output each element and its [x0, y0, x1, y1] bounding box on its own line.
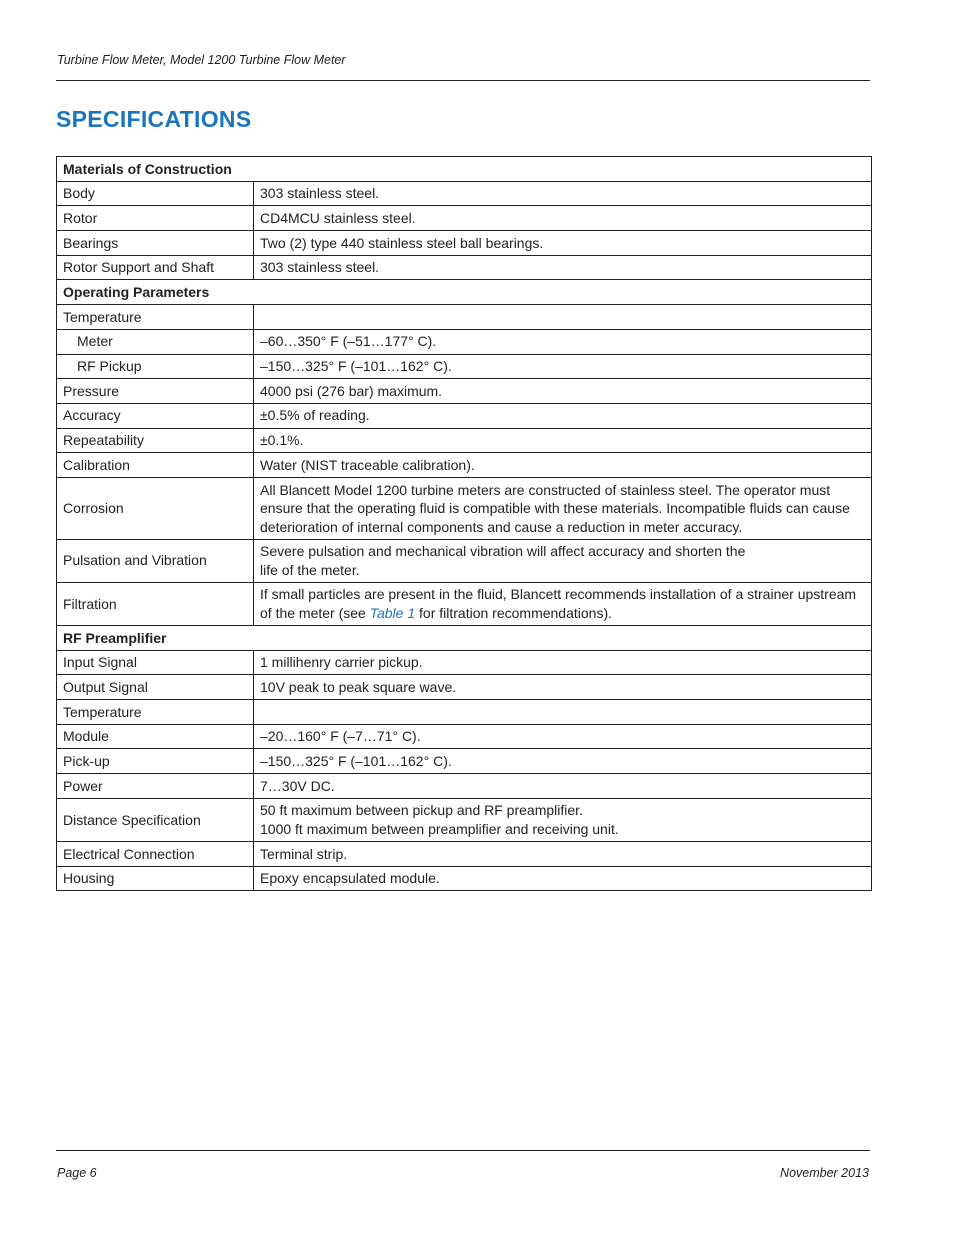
header-divider [56, 80, 870, 81]
section-materials-of-construction [57, 157, 872, 182]
spec-row-meter [57, 329, 872, 354]
spec-value-empty [254, 700, 872, 725]
spec-label: RF Pickup [57, 354, 254, 379]
spec-label: Pick-up [57, 749, 254, 774]
spec-label: Power [57, 774, 254, 799]
spec-label: Meter [57, 329, 254, 354]
spec-value: –150…325° F (–101…162° C). [254, 354, 872, 379]
spec-label: Pressure [57, 379, 254, 404]
spec-row-repeatability [57, 428, 872, 453]
filtration-text-after: for filtration recommendations). [415, 604, 612, 621]
spec-value: Two (2) type 440 stainless steel ball bearings. [254, 231, 872, 256]
spec-label: Bearings [57, 231, 254, 256]
spec-label: Calibration [57, 453, 254, 478]
spec-value: CD4MCU stainless steel. [254, 206, 872, 231]
spec-row-distance-specification [57, 798, 872, 841]
spec-label: Distance Specification [57, 798, 254, 841]
spec-value: 10V peak to peak square wave. [254, 675, 872, 700]
spec-row-accuracy [57, 403, 872, 428]
spec-row-housing [57, 866, 872, 891]
spec-label: Module [57, 724, 254, 749]
spec-value: 1 millihenry carrier pickup. [254, 650, 872, 675]
spec-value: 303 stainless steel. [254, 181, 872, 206]
spec-label: Rotor [57, 206, 254, 231]
spec-value-line: life of the meter. [260, 561, 360, 578]
spec-label: Housing [57, 866, 254, 891]
spec-value: ±0.1%. [254, 428, 872, 453]
section-title: Operating Parameters [57, 280, 872, 305]
spec-row-rotor [57, 206, 872, 231]
spec-row-body [57, 181, 872, 206]
spec-label: Electrical Connection [57, 842, 254, 867]
spec-label: Rotor Support and Shaft [57, 255, 254, 280]
spec-row-output-signal [57, 675, 872, 700]
spec-value: 4000 psi (276 bar) maximum. [254, 379, 872, 404]
spec-label: Accuracy [57, 403, 254, 428]
spec-label: Temperature [57, 305, 254, 330]
spec-value [254, 582, 872, 625]
spec-value: 303 stainless steel. [254, 255, 872, 280]
section-operating-parameters [57, 280, 872, 305]
spec-value: –150…325° F (–101…162° C). [254, 749, 872, 774]
spec-value: ±0.5% of reading. [254, 403, 872, 428]
spec-value: –20…160° F (–7…71° C). [254, 724, 872, 749]
spec-row-calibration [57, 453, 872, 478]
specifications-table [56, 156, 872, 891]
spec-row-pulsation-vibration [57, 539, 872, 582]
spec-row-temperature [57, 305, 872, 330]
spec-row-input-signal [57, 650, 872, 675]
spec-row-electrical-connection [57, 842, 872, 867]
spec-value-line: 1000 ft maximum between preamplifier and receiving unit. [260, 820, 619, 837]
spec-row-module [57, 724, 872, 749]
spec-value: 7…30V DC. [254, 774, 872, 799]
running-header: Turbine Flow Meter, Model 1200 Turbine Flow Meter [57, 53, 346, 67]
spec-value-line: Severe pulsation and mechanical vibration will affect accuracy and shorten the [260, 543, 746, 560]
table-1-link[interactable]: Table 1 [369, 604, 416, 621]
spec-label: Input Signal [57, 650, 254, 675]
spec-row-preamp-temperature [57, 700, 872, 725]
spec-value: All Blancett Model 1200 turbine meters are constructed of stainless steel. The operator must ensure that the operating fluid is compatible with these materials. Incompatible fluids can cause deterioration of internal components and cause a reduction in meter accuracy. [254, 477, 872, 539]
spec-label: Repeatability [57, 428, 254, 453]
spec-row-rf-pickup [57, 354, 872, 379]
spec-row-power [57, 774, 872, 799]
spec-value [254, 798, 872, 841]
spec-label: Filtration [57, 582, 254, 625]
page-number: Page 6 [57, 1166, 97, 1180]
spec-label: Body [57, 181, 254, 206]
spec-row-corrosion [57, 477, 872, 539]
spec-row-filtration [57, 582, 872, 625]
section-rf-preamplifier [57, 626, 872, 651]
spec-label: Corrosion [57, 477, 254, 539]
publication-date: November 2013 [780, 1166, 869, 1180]
spec-row-pressure [57, 379, 872, 404]
spec-row-pick-up [57, 749, 872, 774]
spec-label: Temperature [57, 700, 254, 725]
spec-value: Terminal strip. [254, 842, 872, 867]
spec-value: Water (NIST traceable calibration). [254, 453, 872, 478]
section-title: RF Preamplifier [57, 626, 872, 651]
spec-row-rotor-support [57, 255, 872, 280]
spec-value [254, 539, 872, 582]
spec-row-bearings [57, 231, 872, 256]
spec-value-empty [254, 305, 872, 330]
spec-label: Output Signal [57, 675, 254, 700]
spec-label: Pulsation and Vibration [57, 539, 254, 582]
spec-value: –60…350° F (–51…177° C). [254, 329, 872, 354]
spec-value: Epoxy encapsulated module. [254, 866, 872, 891]
filtration-text-before: If small particles are present in the fluid, Blancett recommends installation of a strainer upstream of the meter (see [260, 586, 857, 621]
footer-divider [56, 1150, 870, 1151]
page-title: SPECIFICATIONS [56, 106, 252, 132]
spec-value-line: 50 ft maximum between pickup and RF preamplifier. [260, 802, 583, 819]
section-title: Materials of Construction [57, 157, 872, 182]
